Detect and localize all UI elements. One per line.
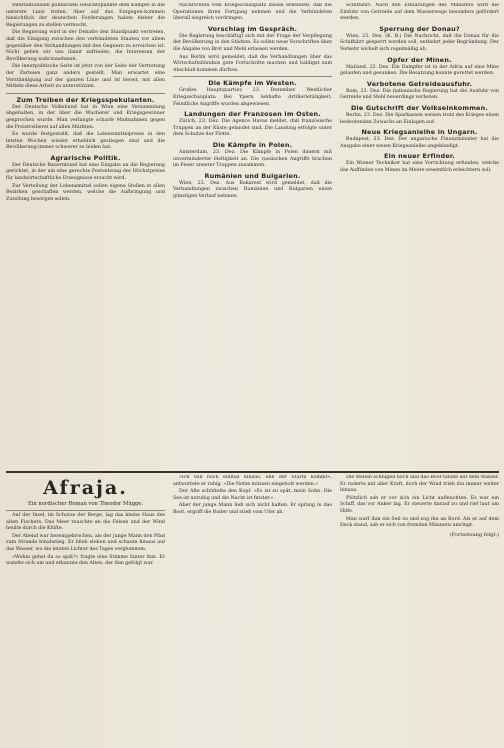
article-heading: Die Kämpfe im Westen. <box>208 79 297 88</box>
novel-paragraph: »Ich will noch einmal hinaus, ehe der Sturm kommt«, antwortete er ruhig. »Die Netze müssen eingeholt werden.« <box>173 475 332 487</box>
article-paragraph: Es wurde festgestellt, daß die Lebensmittelpreise in den letzten Wochen wieder erheblich gestiegen sind und die Bevölkerung immer schwerer zu leiden hat. <box>6 132 165 151</box>
continuation-note: (Fortsetzung folgt.) <box>449 531 499 538</box>
news-column-1 <box>6 3 165 469</box>
article-heading: Zum Treiben der Kriegsspekulanten. <box>16 95 155 104</box>
article-paragraph: Wien, 23. Dez. (K. B.) Die Nachricht, daß die Donau für die Schiffahrt gesperrt werden soll, entbehrt jeder Begründung. Der Verkehr wickelt sich regelmäßig ab. <box>340 33 499 52</box>
news-column-2 <box>173 3 332 469</box>
article-heading: Landungen der Franzosen im Osten. <box>184 110 321 119</box>
feuilleton-divider <box>6 471 499 473</box>
novel-paragraph: Die Wellen schlugen hoch und das Boot tanzte auf dem Wasser. Er ruderte mit aller Kraft, doch der Wind trieb ihn immer weiter hinaus. <box>340 475 499 494</box>
article-heading: Die Kämpfe in Polen. <box>212 140 293 149</box>
article-heading: Agrarische Politik. <box>50 153 121 162</box>
article-paragraph: Amsterdam, 23. Dez. Die Kämpfe in Polen dauern mit unverminderter Heftigkeit an. Die russischen Angriffe brachen im Feuer unserer Truppen zusammen. <box>173 149 332 169</box>
feuilleton-column-2 <box>173 475 332 747</box>
feuilleton-column-3 <box>340 475 499 747</box>
article-paragraph: Mailand, 23. Dez. Ein Dampfer ist in der Adria auf eine Mine gelaufen und gesunken. Die Besatzung konnte gerettet werden. <box>340 64 499 77</box>
article-paragraph: Internationalen politischen Gesichtspunkte dem Kampfe in die unterste Linie treten. Aber auf das Entgegen-kommen hinsichtlich der deutschen Forderungen haben bisher die Regierungen zu stellen vermocht. <box>6 3 165 28</box>
novel-paragraph: Man warf ihm ein Seil zu und zog ihn an Bord. Als er auf dem Deck stand, sah er sich von fremden Männern umringt. <box>340 516 499 529</box>
novel-paragraph: »Wohin gehst du so spät?« fragte eine Stimme hinter ihm. Er wandte sich um und erkannte den Alten, der ihm gefolgt war. <box>6 554 165 567</box>
article-paragraph: Großes Hauptquartier, 23. Dezember. Westlicher Kriegsschauplatz: Bei Ypern lebhafte Artillerietätigkeit. Feindliche Angriffe wurden abgewiesen. <box>173 88 332 107</box>
article-heading: Die Gutschrift der Volkseinkommen. <box>351 103 488 112</box>
article-heading: Vorschlag im Gespräch. <box>207 24 298 33</box>
divider <box>6 510 165 511</box>
article-paragraph: Die Regierung wird in der Debatte den Standpunkt vertreten, daß die Einigung zwischen den verbündeten Staaten vor allem gegenüber den Verhandlungen mit den Gegnern zu erreichen ist. Nicht geben wir uns damit zufrieden, die Interessen der Bevölkerung wahrzunehmen. <box>6 30 165 62</box>
article-paragraph: Ein Wiener Techniker hat eine Vorrichtung erfunden, welche das Auffinden von Minen im Meere wesentlich erleichtern soll. <box>340 161 499 173</box>
article-paragraph: Der Deutsche Bauernbund hat eine Eingabe an die Regierung gerichtet, in der um eine gerechte Festsetzung der Höchstpreise für landwirtschaftliche Erzeugnisse ersucht wird. <box>6 162 165 182</box>
novel-paragraph: Auf der Insel, im Schutze der Berge, lag das kleine Haus des alten Fischers. Das Meer rauschte an die Felsen und der Wind heulte durch die Klüfte. <box>6 513 165 532</box>
feuilleton-subtitle: Ein nordischer Roman von Theodor Mügge. <box>27 501 144 507</box>
feuilleton-section <box>6 475 499 747</box>
feuilleton-column-1 <box>6 475 165 747</box>
article-paragraph: Schiffahrt. Nach den Erklärungen des Ministers wird die Einfuhr von Getreide auf dem Wasserwege besonders gefördert werden. <box>340 3 499 22</box>
novel-paragraph: Aber der junge Mann ließ sich nicht halten. Er sprang in das Boot, ergriff die Ruder und stieß vom Ufer ab. <box>173 503 332 515</box>
article-paragraph: Zur Verteilung der Lebensmittel sollen eigene Stellen in allen Bezirken geschaffen werden, welche die Aufbringung und Zuteilung besorgen sollen. <box>6 183 165 202</box>
article-paragraph: Die innerpolitische Seite ist jetzt von der Seite der Vertretung der Parteien ganz anders gestellt. Man erwartet eine Verständigung auf der ganzen Linie und ist bereit, mit allen Mitteln diese Arbeit zu unterstützen. <box>6 64 165 90</box>
article-heading: Neue Kriegsanleihe in Ungarn. <box>361 128 478 137</box>
divider <box>6 93 165 94</box>
article-paragraph: Rom, 23. Dez. Die italienische Regierung hat die Ausfuhr von Getreide und Mehl neuerdings verboten. <box>340 88 499 101</box>
article-paragraph: Wien, 23. Dez. Aus Bukarest wird gemeldet, daß die Verhandlungen zwischen Rumänien und Bulgarien einen günstigen Verlauf nehmen. <box>173 180 332 199</box>
article-heading: Rumänien und Bulgarien. <box>204 171 301 180</box>
news-column-3 <box>340 3 499 469</box>
novel-paragraph: Der Alte schüttelte den Kopf. »Es ist zu spät, mein Sohn. Die See ist unruhig und die Nacht ist finster.« <box>173 489 332 501</box>
article-paragraph: Der Deutsche Volksbund hat in Wien eine Versammlung abgehalten, in der über die Wucherer und Kriegsgewinner gesprochen wurde. Man verlangte scharfe Maßnahmen gegen die Preistreiberei auf allen Märkten. <box>6 104 165 130</box>
article-paragraph: Nachrichten vom Kriegsschauplatz lassen erkennen, daß die Operationen ihren Fortgang nehmen und die Verbündeten überall siegreich vordringen. <box>173 3 332 22</box>
article-heading: Sperrung der Donau? <box>379 24 460 33</box>
article-paragraph: Aus Berlin wird gemeldet, daß die Verhandlungen über das Wirtschaftsbündnis gute Fortschritte machen und baldigst zum Abschluß kommen dürften. <box>173 54 332 73</box>
news-section <box>6 3 499 469</box>
article-paragraph: Zürich, 23. Dez. Die Agence Havas meldet, daß französische Truppen an der Küste gelandet sind. Die Landung erfolgte unter dem Schutze der Flotte. <box>173 119 332 138</box>
article-paragraph: Die Regierung beschäftigt sich mit der Frage der Verpflegung der Bevölkerung in den Städten. Es sollen neue Vorschriften über die Abgabe von Brot und Mehl erlassen werden. <box>173 33 332 52</box>
novel-paragraph: Plötzlich sah er vor sich ein Licht aufleuchten. Es war ein Schiff, das vor Anker lag. Er steuerte darauf zu und rief laut um Hilfe. <box>340 495 499 514</box>
article-heading: Verbotene Getreideausfuhr. <box>366 79 473 88</box>
divider <box>173 76 332 77</box>
article-heading: Ein neuer Erfinder. <box>384 152 455 161</box>
article-paragraph: Budapest, 23. Dez. Der ungarische Finanzminister hat die Ausgabe einer neuen Kriegsanleihe angekündigt. <box>340 137 499 149</box>
novel-paragraph: Der Abend war hereingebrochen, als der junge Mann den Pfad zum Strande hinabstieg. Er blieb stehen und schaute hinaus auf das Wasser, wo die letzten Lichter des Tages verglommen. <box>6 533 165 552</box>
feuilleton-title: Afraja. <box>43 477 128 499</box>
article-heading: Opfer der Minen. <box>387 55 452 64</box>
article-paragraph: Berlin, 23. Dez. Die Sparkassen weisen trotz des Krieges einen bedeutenden Zuwachs an Einlagen auf. <box>340 112 499 125</box>
